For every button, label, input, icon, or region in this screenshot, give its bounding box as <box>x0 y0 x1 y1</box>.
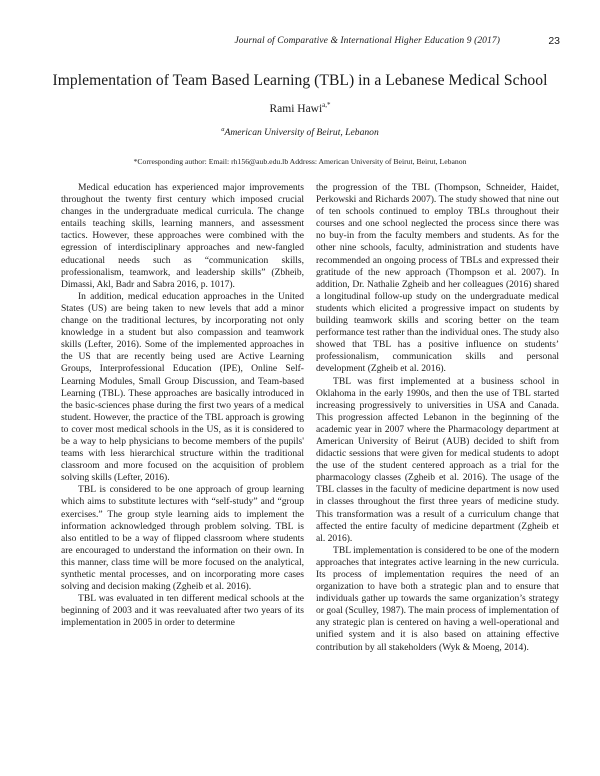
corresponding-author: *Corresponding author: Email: rh156@aub.edu.lb Address: American University of Beirut, Beirut, Lebanon <box>133 157 467 166</box>
paragraph: TBL implementation is considered to be one of the modern approaches that integrates active learning in the new curricula. Its process of implementation requires the need of an organization to have both a strategic plan and to ensure that individuals gather up towards the same organization’s strategy or goal (Sculley, 1987). The main process of implementation of any strategic plan is centered on having a well-operational and unified system and it is also based on attaining effective contribution by all stakeholders (Wyk & Moeng, 2014). <box>316 544 559 653</box>
paragraph-continued: the progression of the TBL (Thompson, Schneider, Haidet, Perkowski and Richards 2007). The study showed that nine out of ten schools continued to employ TBLs throughout their courses and one school neglected the process since there was no buy-in from the faculty members and students. As for the other nine schools, faculty, administration and students have recommended an ongoing process of TBLs and expressed their gratitude of the new approach (Thompson et al. 2007). In addition, Dr. Nathalie Zgheib and her colleagues (2016) shared a longitudinal follow-up study on the undergraduate medical students which elicited a progressive impact on students by building teamwork skills and scoring better on the team performance test rather than the individual ones. The study also showed that TBL has a positive influence on students’ professionalism, communication skills and personal development (Zgheib et al. 2016). <box>316 182 559 375</box>
left-column <box>61 182 304 629</box>
running-header <box>60 36 560 50</box>
author-line <box>0 101 600 115</box>
page-number: 23 <box>548 35 560 47</box>
paragraph: In addition, medical education approaches in the United States (US) are being taken to new levels that add a minor change on the traditional lectures, by incorporating not only knowledge in a student but also compassion and teamwork skills (Lefter, 2016). Some of the implemented approaches in the US that are recently being used are Active Learning Groups, Interprofessional Education (IPE), Online Self-Learning Modules, Small Group Discussion, and Team-based Learning (TBL). These approaches are basically introduced in the basic-sciences phase during the first two years of a medical student. However, the practice of the TBL approach is growing to cover most medical schools in the US, as it is considered to be a way to help physicians to become members of the pupils' teams with less hierarchical structure within the traditional classroom and more focused on the acquisition of problem solving skills (Lefter, 2016). <box>61 290 304 484</box>
paragraph: TBL was first implemented at a business school in Oklahoma in the early 1990s, and then the use of TBL started increasing progressively to universities in USA and Canada. This progression affected Lebanon in the beginning of the academic year in 2007 where the Pharmacology department at American University of Beirut (AUB) decided to shift from didactic sessions that were given for medical students to adopt the use of the student centered approach as a trial for the pharmacology classes (Zgheib et al. 2016). The usage of the TBL classes in the faculty of medicine department is now used in classes throughout the first three years of medicine study. This transformation was a result of a curriculum change that affected the entire faculty of medicine department (Zgheib et al. 2016). <box>316 375 559 544</box>
journal-title: Journal of Comparative & International Higher Education 9 (2017) <box>234 36 500 46</box>
paragraph: Medical education has experienced major improvements throughout the twenty first century which imposed crucial changes in the undergraduate medical curricula. The change entails teaching skills, learning manners, and assessment tactics. However, these approaches were combined with the egression of interdisciplinary approaches and new-fangled educational needs such as “communication skills, professionalism, teamwork, and leadership skills” (Zbheib, Dimassi, Akl, Badr and Sabra 2016, p. 1017). <box>61 182 304 290</box>
paragraph: TBL was evaluated in ten different medical schools at the beginning of 2003 and it was reevaluated after two years of its implementation in 2005 in order to determine <box>61 593 304 629</box>
right-column <box>316 182 559 654</box>
affiliation <box>0 126 600 138</box>
paper-title: Implementation of Team Based Learning (TBL) in a Lebanese Medical School <box>52 72 548 89</box>
author-marks: a,* <box>322 101 331 109</box>
paragraph: TBL is considered to be one approach of group learning which aims to substitute lectures with “self-study” and “group exercises.” The group style learning aids to implement the information acknowledged through problem solving. TBL is also entitled to be a way of flipped classroom where students are encouraged to understand the information on their own. In this manner, class time will be more focused on the analytical, synthetic mental processes, and on incorporating more cases solving and decision making (Zgheib et al. 2016). <box>61 484 304 593</box>
affiliation-mark: a <box>221 126 225 133</box>
affiliation-text: American University of Beirut, Lebanon <box>224 127 379 139</box>
author-name: Rami Hawi <box>269 102 323 115</box>
